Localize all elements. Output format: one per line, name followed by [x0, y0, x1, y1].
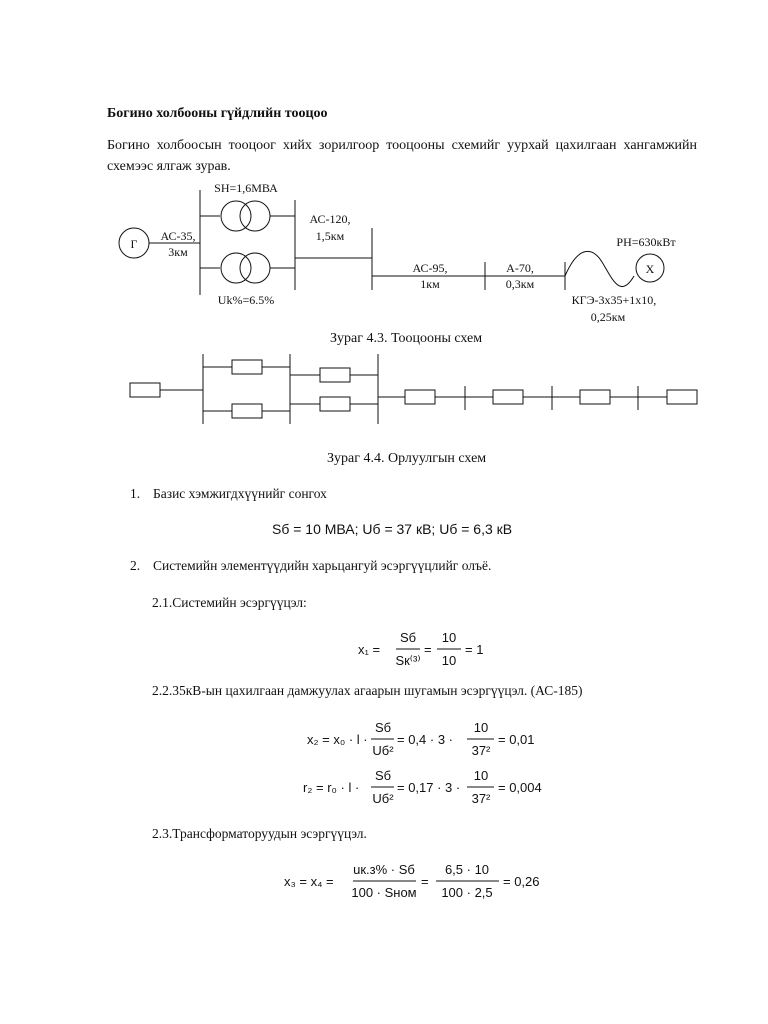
transformer-top-winding-2 — [240, 201, 270, 231]
resistor-cable — [580, 390, 610, 404]
step-1-number: 1. — [130, 486, 141, 501]
x1-denominator: Sк⁽³⁾ — [395, 653, 421, 668]
resistor-t1 — [232, 360, 262, 374]
load-motor-symbol — [636, 254, 664, 282]
line4-type-label: А-70, — [506, 261, 534, 275]
x1-result: = 1 — [465, 642, 484, 657]
r2-middle: = 0,17 · 3 · — [397, 780, 461, 795]
section-heading: Богино холбооны гүйдлийн тооцоо — [107, 106, 328, 121]
x2-numerator-2: 10 — [473, 720, 489, 735]
cable-type-label: КГЭ-3х35+1х10, — [571, 293, 657, 307]
generator-symbol — [119, 228, 149, 258]
x3-numerator-2: 6,5 · 10 — [444, 862, 490, 877]
transformer-top-winding-1 — [221, 201, 251, 231]
cable-length-label: 0,25км — [590, 310, 626, 324]
x3-result: = 0,26 — [503, 874, 540, 889]
step-2-number: 2. — [130, 558, 141, 573]
transformer-uk-label: Uk%=6.5% — [217, 293, 275, 307]
x2-result: = 0,01 — [498, 732, 535, 747]
line2-length-label: 1,5км — [315, 229, 345, 243]
load-label: X — [645, 262, 655, 276]
r2-result: = 0,004 — [498, 780, 542, 795]
resistor-line4 — [493, 390, 523, 404]
transformer-bottom-winding-1 — [221, 253, 251, 283]
base-quantities-formula: Sб = 10 МВА; Uб = 37 кВ; Uб = 6,3 кВ — [272, 521, 513, 537]
x1-equals: = — [424, 642, 432, 657]
r2-lhs: r₂ = r₀ · l · — [303, 780, 360, 795]
step-2-1-text: 2.1.Системийн эсэргүүцэл: — [152, 595, 307, 610]
resistor-line2b — [320, 397, 350, 411]
r2-numerator-2: 10 — [473, 768, 489, 783]
r2-numerator: Sб — [374, 768, 392, 783]
line1-type-label: АС-35, — [160, 229, 196, 243]
figure-4-4-diagram — [130, 354, 697, 424]
x1-numerator-2: 10 — [441, 630, 457, 645]
resistor-system — [130, 383, 160, 397]
line1-length-label: 3км — [168, 245, 188, 259]
intro-paragraph: Богино холбоосын тооцоог хийх зорилгоор тооцооны схемийг уурхай цахилгаан хангамжийн схемээс ялгаж зурав. — [107, 138, 697, 174]
r2-denominator: Uб² — [372, 791, 394, 806]
resistor-load — [667, 390, 697, 404]
x3-numerator: uк.з% · Sб — [353, 862, 415, 877]
line4-length-label: 0,3км — [505, 277, 535, 291]
generator-label: Г — [130, 237, 138, 251]
r2-denominator-2: 37² — [471, 791, 491, 806]
step-2-2-text: 2.2.35кВ-ын цахилгаан дамжуулах агаарын шугамын эсэргүүцэл. (АС-185) — [152, 683, 583, 698]
transformer-power-label: SH=1,6МВА — [214, 181, 278, 195]
x2-lhs: x₂ = x₀ · l · — [307, 732, 368, 747]
resistor-line2a — [320, 368, 350, 382]
figure-4-3-caption: Зураг 4.3. Тооцооны схем — [330, 331, 483, 346]
step-1-text: Базис хэмжигдхүүнийг сонгох — [153, 486, 327, 501]
x3-equals: = — [421, 874, 429, 889]
line3-type-label: АС-95, — [412, 261, 448, 275]
x1-lhs: x₁ = — [358, 642, 381, 657]
load-power-label: PH=630кВт — [616, 235, 676, 249]
x2-middle: = 0,4 · 3 · — [397, 732, 453, 747]
x3-lhs: x₃ = x₄ = — [284, 874, 334, 889]
transformer-bottom-winding-2 — [240, 253, 270, 283]
x1-numerator: Sб — [399, 630, 417, 645]
line3-length-label: 1км — [420, 277, 440, 291]
line2-type-label: АС-120, — [309, 212, 351, 226]
x2-denominator: Uб² — [372, 743, 394, 758]
step-2-3-text: 2.3.Трансформаторуудын эсэргүүцэл. — [152, 826, 367, 841]
figure-4-4-caption: Зураг 4.4. Орлуулгын схем — [327, 451, 487, 466]
x3-denominator: 100 · Sном — [351, 885, 417, 900]
cable-symbol — [565, 251, 634, 286]
x2-denominator-2: 37² — [471, 743, 491, 758]
step-2-text: Системийн элементүүдийн харьцангуй эсэргүүцлийг олъё. — [153, 558, 492, 573]
x3-denominator-2: 100 · 2,5 — [441, 885, 493, 900]
resistor-t2 — [232, 404, 262, 418]
resistor-line3 — [405, 390, 435, 404]
x2-numerator: Sб — [374, 720, 392, 735]
x1-denominator-2: 10 — [441, 653, 457, 668]
